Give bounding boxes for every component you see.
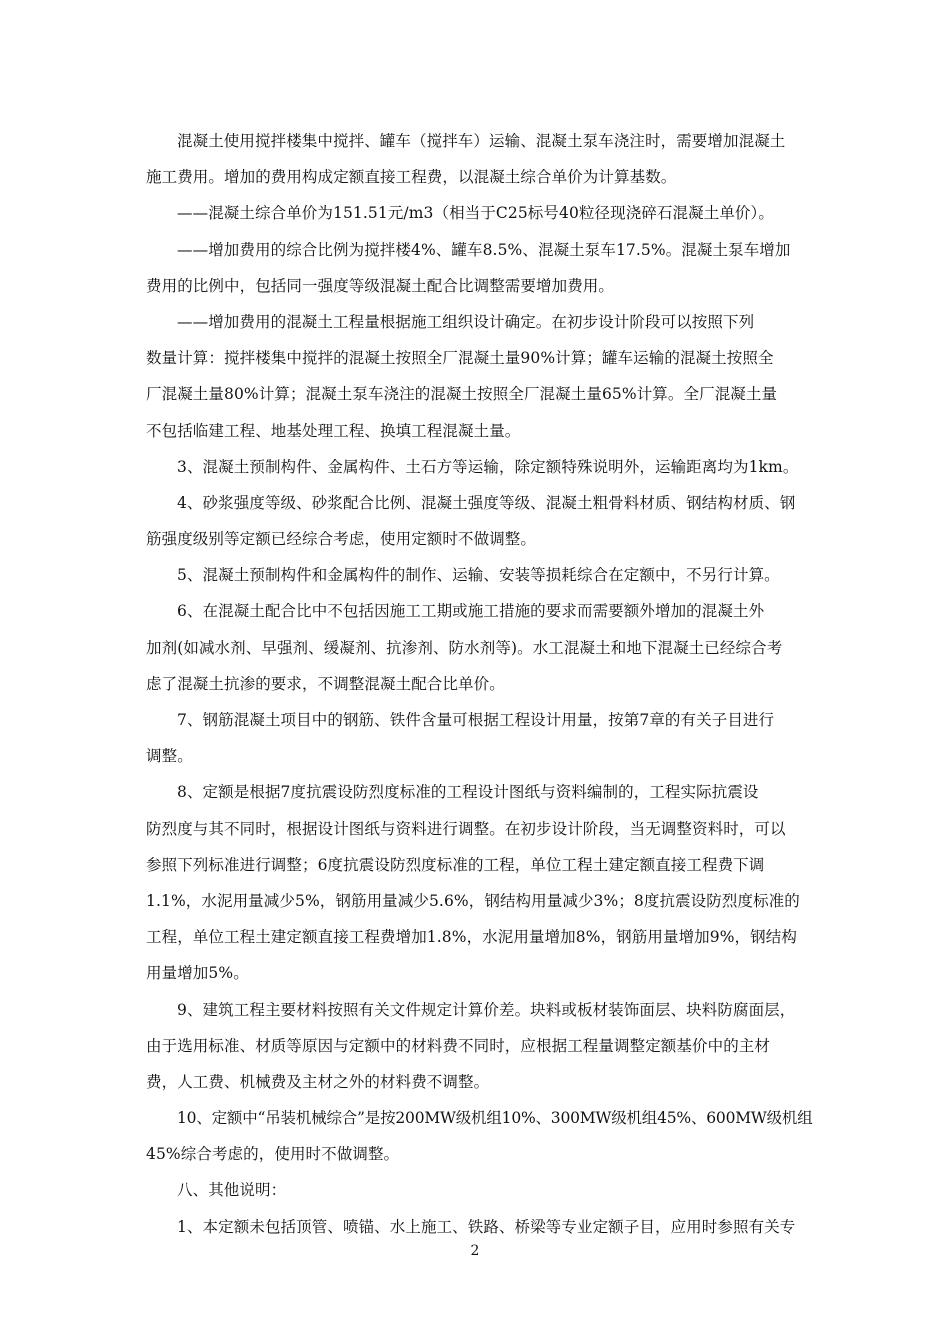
- text-line: 施工费用。增加的费用构成定额直接工程费，以混凝土综合单价为计算基数。: [146, 168, 677, 187]
- text-line: 工程，单位工程土建定额直接工程费增加1.8%，水泥用量增加8%，钢筋用量增加9%，钢结构: [146, 928, 797, 947]
- document-body: [146, 123, 816, 1245]
- text-line: 3、混凝土预制构件、金属构件、土石方等运输，除定额特殊说明外，运输距离均为1km。: [177, 457, 799, 476]
- text-line: 筋强度级别等定额已经综合考虑，使用定额时不做调整。: [146, 530, 537, 549]
- text-line: 9、建筑工程主要材料按照有关文件规定计算价差。块料或板材装饰面层、块料防腐面层，: [177, 1000, 796, 1019]
- text-line: 4、砂浆强度等级、砂浆配合比例、混凝土强度等级、混凝土粗骨料材质、钢结构材质、钢: [177, 493, 796, 512]
- text-line: 1.1%，水泥用量减少5%，钢筋用量减少5.6%，钢结构用量减少3%；8度抗震设防烈度标准的: [146, 891, 800, 910]
- text-line: 8、定额是根据7度抗震设防烈度标准的工程设计图纸与资料编制的，工程实际抗震设: [177, 783, 759, 802]
- text-line: 不包括临建工程、地基处理工程、换填工程混凝土量。: [146, 421, 521, 440]
- text-line: 10、定额中“吊装机械综合”是按200MW级机组10%、300MW级机组45%、600MW级机组: [177, 1109, 813, 1128]
- text-line: ——混凝土综合单价为151.51元/m3（相当于C25标号40粒径现浇碎石混凝土单价）。: [177, 204, 774, 223]
- text-line: 混凝土使用搅拌楼集中搅拌、罐车（搅拌车）运输、混凝土泵车浇注时，需要增加混凝土: [177, 132, 786, 150]
- text-line: 7、钢筋混凝土项目中的钢筋、铁件含量可根据工程设计用量，按第7章的有关子目进行: [177, 711, 775, 729]
- text-line: 6、在混凝土配合比中不包括因施工工期或施工措施的要求而需要额外增加的混凝土外: [177, 602, 765, 621]
- text-line: 1、本定额未包括顶管、喷锚、水上施工、铁路、桥梁等专业定额子目，应用时参照有关专: [177, 1217, 796, 1236]
- text-line: ——增加费用的混凝土工程量根据施工组织设计确定。在初步设计阶段可以按照下列: [177, 312, 755, 331]
- text-line: 加剂(如减水剂、早强剂、缓凝剂、抗渗剂、防水剂等)。水工混凝土和地下混凝土已经综合考: [146, 638, 783, 657]
- text-line: 防烈度与其不同时，根据设计图纸与资料进行调整。在初步设计阶段，当无调整资料时，可以: [146, 819, 786, 838]
- text-line: 费用的比例中，包括同一强度等级混凝土配合比调整需要增加费用。: [146, 276, 615, 295]
- text-line: 虑了混凝土抗渗的要求，不调整混凝土配合比单价。: [146, 674, 505, 693]
- text-line: 八、其他说明：: [177, 1181, 287, 1200]
- text-line: 用量增加5%。: [146, 964, 249, 983]
- text-line: 45%综合考虑的，使用时不做调整。: [146, 1145, 400, 1164]
- text-line: 厂混凝土量80%计算；混凝土泵车浇注的混凝土按照全厂混凝土量65%计算。全厂混凝土量: [146, 385, 778, 404]
- text-line: ——增加费用的综合比例为搅拌楼4%、罐车8.5%、混凝土泵车17.5%。混凝土泵车增加: [177, 240, 791, 259]
- text-line: 5、混凝土预制构件和金属构件的制作、运输、安装等损耗综合在定额中，不另行计算。: [177, 566, 780, 585]
- text-line: 调整。: [146, 747, 193, 766]
- text-line: 费，人工费、机械费及主材之外的材料费不调整。: [146, 1072, 490, 1091]
- text-line: 参照下列标准进行调整；6度抗震设防烈度标准的工程，单位工程土建定额直接工程费下调: [146, 855, 765, 874]
- page-number: 2: [470, 1243, 480, 1259]
- text-line: 数量计算：搅拌楼集中搅拌的混凝土按照全厂混凝土量90%计算；罐车运输的混凝土按照全: [146, 349, 774, 368]
- text-line: 由于选用标准、材质等原因与定额中的材料费不同时，应根据工程量调整定额基价中的主材: [146, 1036, 771, 1055]
